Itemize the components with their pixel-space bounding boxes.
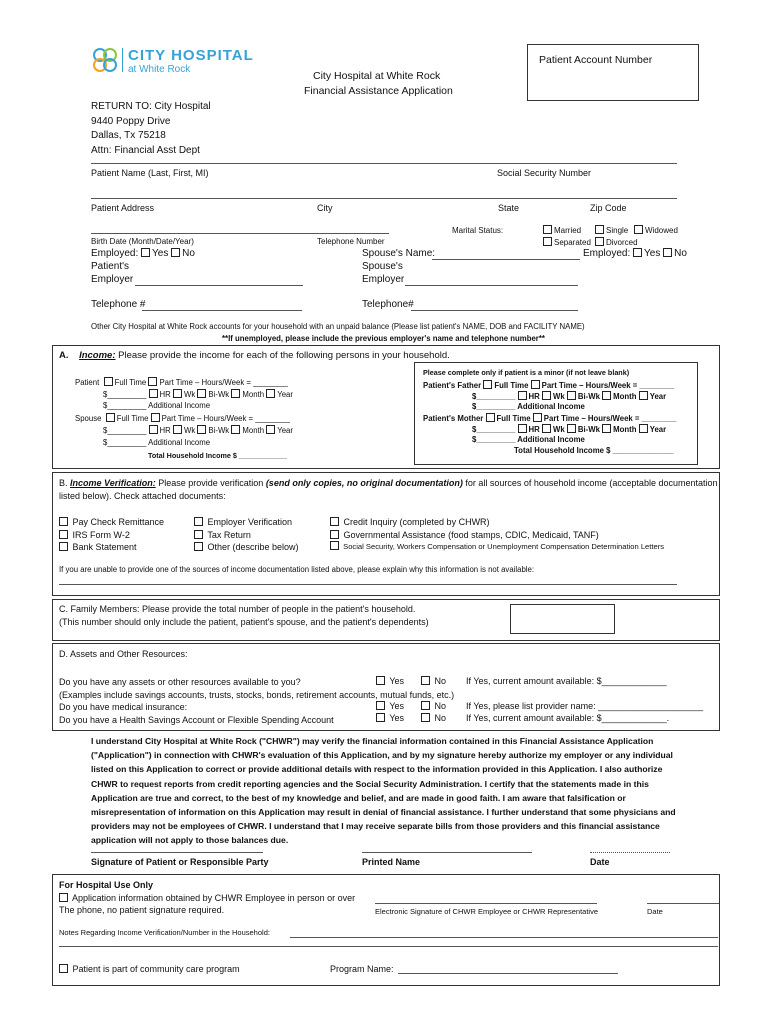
community-label: Patient is part of community care program — [72, 964, 240, 974]
return-line: 9440 Poppy Drive — [91, 115, 171, 127]
checkbox-father-parttime[interactable] — [531, 380, 540, 389]
logo-sub: at White Rock — [128, 64, 191, 75]
section-b-text2: for all sources of household income (acceptable documentation — [465, 478, 718, 488]
total-household-income-right: Total Household Income $ ______________ — [514, 446, 674, 455]
authorization-statement: I understand City Hospital at White Rock ("CHWR") may verify the financial information contained in this Financial Assistance Application ("Application") in connection with CHWR's evaluation of this Application, and by my signature hereby authorize my employer or any individual listed on this Application to correct or provide additional details with respect to the information provided in this Application. I also authorize CHWR to request reports from credit reporting agencies and the Social Security Administration. I certify that the statements made in this Application are true and correct, to the best of my knowledge and belief, and are made in good faith. I am aware that falsification or misrepresentation of information on this Application may result in denial of financial assistance. I further understand that some physicians and providers may not be employees of CHWR. I understand that I may receive separate bills from those providers and this financial assistance application will not apply to those balances due. — [91, 736, 676, 846]
hsa-question: Do you have a Health Savings Account or Flexible Spending Account — [59, 714, 334, 725]
checkbox-patient-fulltime[interactable] — [104, 377, 113, 386]
logo-name: CITY HOSPITAL — [128, 47, 254, 64]
wk-label: Wk — [183, 426, 196, 435]
additional-income-label: Additional Income — [148, 438, 211, 447]
doc-item[interactable] — [194, 516, 299, 529]
doc-item[interactable] — [59, 541, 164, 554]
biwk-label: Bi-Wk — [577, 392, 600, 401]
marital-label: Marital Status: — [452, 226, 504, 235]
form-title-line2: Financial Assistance Application — [304, 85, 453, 97]
hospital-use-title: For Hospital Use Only — [59, 880, 154, 890]
checkbox-wk[interactable] — [542, 391, 551, 400]
mother-label: Patient's Mother — [423, 414, 484, 423]
doc-label: Tax Return — [207, 529, 251, 540]
checkbox-separated[interactable] — [543, 237, 552, 246]
return-line: Dallas, Tx 75218 — [91, 130, 166, 141]
program-line[interactable] — [398, 973, 618, 974]
signature-label: Signature of Patient or Responsible Party — [91, 857, 269, 867]
checkbox-hr[interactable] — [518, 424, 527, 433]
mother-income-row — [423, 413, 676, 423]
hr-label: HR — [159, 390, 171, 399]
section-c-line1: C. Family Members: Please provide the total number of people in the patient's household. — [59, 604, 416, 614]
single-label: Single — [606, 226, 629, 235]
checkbox-other[interactable] — [194, 542, 203, 551]
dollar-blank[interactable]: $_________ — [472, 392, 516, 401]
section-d-title: D. Assets and Other Resources: — [59, 649, 188, 659]
notes-label: Notes Regarding Income Verification/Number in the Household: — [59, 928, 270, 937]
checkbox-hr[interactable] — [149, 389, 158, 398]
checkbox-biwk[interactable] — [567, 424, 576, 433]
doc-label: Pay Check Remittance — [72, 517, 165, 527]
section-b-title: Income Verification: — [70, 478, 156, 488]
parttime-label: Part Time – Hours/Week = ________ — [541, 381, 675, 390]
checkbox-year[interactable] — [639, 424, 648, 433]
hr-label: HR — [528, 425, 540, 434]
unemployed-note: **If unemployed, please include the previous employer's name and telephone number** — [222, 334, 545, 343]
checkbox-government-assistance[interactable] — [330, 530, 339, 539]
hsa-yes[interactable] — [376, 713, 404, 723]
hr-label: HR — [159, 426, 171, 435]
checkbox-biwk[interactable] — [567, 391, 576, 400]
esig-label: Electronic Signature of CHWR Employee or CHWR Representative — [375, 907, 598, 916]
year-label: Year — [277, 390, 293, 399]
insurance-no[interactable] — [421, 701, 446, 711]
doc-item[interactable] — [59, 529, 164, 542]
spouse-additional-row — [103, 438, 210, 447]
employer-line[interactable] — [135, 285, 303, 286]
telephone-line[interactable] — [142, 310, 302, 311]
zip-label: Zip Code — [590, 203, 627, 213]
return-line: Attn: Financial Asst Dept — [91, 144, 200, 156]
month-label: Month — [242, 426, 265, 435]
dollar-blank[interactable]: $_________ — [103, 390, 147, 399]
address-label: Patient Address — [91, 203, 155, 213]
return-line: RETURN TO: City Hospital — [91, 101, 211, 112]
checkbox-app-info[interactable] — [59, 893, 68, 902]
section-b-letter: B. — [59, 478, 68, 488]
spouse-income-row — [75, 413, 290, 423]
phone-note: The phone, no patient signature required. — [59, 905, 225, 915]
checkbox-divorced[interactable] — [595, 237, 604, 246]
checkbox-month[interactable] — [602, 424, 611, 433]
no-label: No — [674, 248, 687, 259]
section-a-title: Income: — [79, 350, 116, 361]
doc-col-3 — [330, 516, 664, 554]
doc-label: Social Security, Workers Compensation or Unemployment Compensation Determination Letters — [343, 542, 665, 551]
spouse-telephone-line[interactable] — [411, 310, 578, 311]
checkbox-mother-fulltime[interactable] — [486, 413, 495, 422]
checkbox-social-security[interactable] — [330, 541, 339, 550]
marital-widowed[interactable] — [634, 225, 678, 235]
checkbox-mother-parttime[interactable] — [533, 413, 542, 422]
checkbox-spouse-yes[interactable] — [633, 248, 642, 257]
checkbox-community[interactable] — [59, 964, 68, 973]
birth-label: Birth Date (Month/Date/Year) — [91, 237, 194, 246]
dollar-blank[interactable]: $_________ — [472, 402, 516, 411]
doc-label: Governmental Assistance (food stamps, CDIC, Medicaid, TANF) — [343, 529, 599, 540]
checkbox-hr[interactable] — [149, 425, 158, 434]
yes-label: Yes — [389, 701, 405, 711]
no-label: No — [182, 248, 195, 259]
checkbox-tax-return[interactable] — [194, 530, 203, 539]
logo-icon — [90, 44, 122, 76]
separated-label: Separated — [554, 238, 591, 247]
month-label: Month — [242, 390, 265, 399]
hsa-no[interactable] — [421, 713, 446, 723]
divorced-label: Divorced — [606, 238, 638, 247]
father-income-row — [423, 380, 674, 390]
parttime-label: Part Time – Hours/Week = ________ — [543, 414, 677, 423]
checkbox-month[interactable] — [231, 425, 240, 434]
date-line[interactable] — [590, 852, 670, 853]
marital-married[interactable] — [543, 225, 581, 235]
household-count-input[interactable] — [510, 604, 615, 634]
date-label: Date — [590, 857, 610, 867]
spouse-label: Spouse — [75, 414, 102, 423]
biwk-label: Bi-Wk — [577, 425, 600, 434]
widowed-label: Widowed — [645, 226, 678, 235]
asset-yes[interactable] — [376, 676, 404, 686]
checkbox-patient-parttime[interactable] — [148, 377, 157, 386]
checkbox-month[interactable] — [231, 389, 240, 398]
father-rate-row — [472, 391, 666, 401]
checkbox-year[interactable] — [266, 425, 275, 434]
asset-no[interactable] — [421, 676, 446, 686]
patient-rate-row — [103, 389, 293, 399]
employed-row — [91, 248, 195, 259]
asset-amount: If Yes, current amount available: $_____________ — [466, 676, 667, 686]
checkbox-spouse-no[interactable] — [663, 248, 672, 257]
spouse-employed-row — [583, 248, 687, 259]
checkbox-pay-check[interactable] — [59, 517, 68, 526]
spouses-label: Spouse's — [362, 261, 403, 272]
checkbox-father-fulltime[interactable] — [483, 380, 492, 389]
fulltime-label: Full Time — [114, 378, 147, 387]
mother-rate-row — [472, 424, 666, 434]
address-line[interactable] — [91, 198, 677, 199]
ssn-label: Social Security Number — [497, 168, 592, 178]
section-a-text: Please provide the income for each of the following persons in your household. — [118, 350, 450, 361]
doc-label: Bank Statement — [72, 542, 137, 552]
community-row[interactable] — [59, 964, 240, 974]
checkbox-irs-w2[interactable] — [59, 530, 68, 539]
patients-label: Patient's — [91, 261, 130, 272]
wk-label: Wk — [552, 392, 565, 401]
mother-additional-row — [472, 435, 585, 444]
checkbox-hsa-yes[interactable] — [376, 713, 385, 722]
asset-examples: (Examples include savings accounts, trusts, stocks, bonds, retirement accounts, mutual funds, etc.) — [59, 689, 455, 700]
spouse-name-label: Spouse's Name: — [362, 248, 436, 259]
app-info-label: Application information obtained by CHWR Employee in person or over — [72, 893, 356, 903]
doc-label: Credit Inquiry (completed by CHWR) — [343, 517, 490, 527]
esig-date-label: Date — [647, 907, 663, 916]
checkbox-employer-verification[interactable] — [194, 517, 203, 526]
program-label: Program Name: — [330, 964, 394, 974]
year-label: Year — [649, 425, 667, 434]
biwk-label: Bi-Wk — [208, 390, 230, 399]
checkbox-insurance-yes[interactable] — [376, 701, 385, 710]
doc-label: Employer Verification — [207, 517, 293, 527]
employed-label: Employed: — [91, 248, 139, 259]
app-info-row[interactable] — [59, 893, 355, 903]
city-label: City — [317, 203, 333, 213]
section-b-text3: listed below). Check attached documents: — [59, 491, 226, 501]
patient-additional-row — [103, 401, 210, 410]
minor-note: Please complete only if patient is a minor (if not leave blank) — [423, 368, 630, 377]
checkbox-spouse-fulltime[interactable] — [106, 413, 115, 422]
insurance-question: Do you have medical insurance: — [59, 702, 188, 712]
year-label: Year — [649, 392, 667, 401]
doc-item[interactable] — [330, 516, 664, 529]
total-household-income: Total Household Income $ ____________ — [148, 451, 287, 460]
hr-label: HR — [528, 392, 540, 401]
checkbox-employed-no[interactable] — [171, 248, 180, 257]
employer-label: Employer — [91, 274, 134, 285]
spouse-telephone-label: Telephone# — [362, 299, 414, 310]
year-label: Year — [277, 426, 293, 435]
month-label: Month — [613, 392, 637, 401]
checkbox-employed-yes[interactable] — [141, 248, 150, 257]
checkbox-asset-no[interactable] — [421, 676, 430, 685]
marital-divorced[interactable] — [595, 237, 638, 247]
return-address — [91, 100, 211, 158]
account-number-box[interactable] — [527, 44, 699, 101]
checkbox-year[interactable] — [266, 389, 275, 398]
married-label: Married — [554, 226, 582, 235]
fulltime-label: Full Time — [496, 414, 531, 423]
spouse-employer-label: Employer — [362, 274, 405, 285]
checkbox-biwk[interactable] — [197, 425, 206, 434]
birth-phone-line[interactable] — [91, 233, 389, 234]
yes-label: Yes — [389, 713, 405, 723]
father-label: Patient's Father — [423, 381, 482, 390]
spouse-rate-row — [103, 425, 293, 435]
additional-income-label: Additional Income — [517, 435, 585, 444]
name-line[interactable] — [91, 163, 677, 164]
section-b-header — [59, 478, 718, 488]
section-b-emph: (send only copies, no original documentation) — [265, 478, 463, 488]
dollar-blank[interactable]: $_________ — [472, 425, 516, 434]
other-accounts-text: Other City Hospital at White Rock accounts for your household with an unpaid balance (Please list patient's NAME, DOB and FACILITY NAME) — [91, 322, 585, 331]
notes-line-2[interactable] — [59, 946, 718, 947]
checkbox-widowed[interactable] — [634, 225, 643, 234]
patient-label: Patient — [75, 378, 100, 387]
spouse-employed-label: Employed: — [583, 248, 631, 259]
explanation-line[interactable] — [59, 584, 677, 585]
checkbox-wk[interactable] — [173, 425, 182, 434]
checkbox-hsa-no[interactable] — [421, 713, 430, 722]
checkbox-asset-yes[interactable] — [376, 676, 385, 685]
notes-line-1[interactable] — [290, 937, 718, 938]
doc-label: IRS Form W-2 — [72, 529, 130, 540]
spouse-employer-line[interactable] — [405, 285, 578, 286]
checkbox-credit-inquiry[interactable] — [330, 517, 339, 526]
checkbox-month[interactable] — [602, 391, 611, 400]
doc-col-2 — [194, 516, 299, 554]
esig-date-line[interactable] — [647, 903, 719, 904]
patient-name-label: Patient Name (Last, First, MI) — [91, 168, 209, 178]
no-label: No — [434, 713, 447, 723]
section-a-header — [59, 350, 450, 361]
month-label: Month — [613, 425, 637, 434]
doc-item[interactable] — [194, 541, 299, 554]
checkbox-wk[interactable] — [173, 389, 182, 398]
asset-question: Do you have any assets or other resources available to you? — [59, 677, 301, 687]
hsa-amount: If Yes, current amount available: $_____________. — [466, 713, 670, 723]
printed-name-line[interactable] — [362, 852, 532, 853]
no-label: No — [434, 676, 447, 686]
section-a-letter: A. — [59, 350, 69, 361]
yes-label: Yes — [389, 676, 405, 686]
additional-income-label: Additional Income — [517, 402, 585, 411]
checkbox-married[interactable] — [543, 225, 552, 234]
father-additional-row — [472, 402, 585, 411]
doc-item[interactable] — [330, 541, 664, 554]
parttime-label: Part Time – Hours/Week = ________ — [161, 414, 290, 423]
checkbox-wk[interactable] — [542, 424, 551, 433]
no-label: No — [434, 701, 447, 711]
esig-line[interactable] — [375, 903, 597, 904]
spouse-name-line[interactable] — [432, 259, 580, 260]
signature-line[interactable] — [91, 852, 263, 853]
section-c-line2: (This number should only include the patient, patient's spouse, and the patient's dependents) — [59, 617, 429, 627]
patient-income-row — [75, 377, 288, 387]
checkbox-spouse-parttime[interactable] — [151, 413, 160, 422]
dollar-blank[interactable]: $_________ — [103, 438, 147, 447]
insurance-yes[interactable] — [376, 701, 404, 711]
checkbox-year[interactable] — [639, 391, 648, 400]
marital-single[interactable] — [595, 225, 628, 235]
state-label: State — [498, 203, 520, 213]
form-title-line1: City Hospital at White Rock — [313, 70, 441, 82]
biwk-label: Bi-Wk — [208, 426, 230, 435]
printed-name-label: Printed Name — [362, 857, 421, 867]
dollar-blank[interactable]: $_________ — [103, 401, 147, 410]
doc-col-1 — [59, 516, 164, 554]
phone-label: Telephone Number — [317, 237, 385, 246]
checkbox-bank-statement[interactable] — [59, 542, 68, 551]
parttime-label: Part Time – Hours/Week = ________ — [159, 378, 288, 387]
telephone-label: Telephone # — [91, 299, 146, 310]
wk-label: Wk — [552, 425, 565, 434]
checkbox-insurance-no[interactable] — [421, 701, 430, 710]
doc-label: Other (describe below) — [207, 542, 299, 552]
additional-income-label: Additional Income — [148, 401, 211, 410]
marital-separated[interactable] — [543, 237, 591, 247]
insurance-provider: If Yes, please list provider name: _____________________ — [466, 701, 704, 711]
yes-label: Yes — [644, 248, 661, 259]
account-number-label: Patient Account Number — [539, 54, 653, 66]
checkbox-single[interactable] — [595, 225, 604, 234]
yes-label: Yes — [152, 248, 169, 259]
doc-item[interactable] — [330, 529, 664, 542]
checkbox-hr[interactable] — [518, 391, 527, 400]
section-b-text1: Please provide verification — [158, 478, 264, 488]
unable-explanation: If you are unable to provide one of the sources of income documentation listed above, please explain why this information is not available: — [59, 565, 535, 574]
doc-item[interactable] — [194, 529, 299, 542]
checkbox-biwk[interactable] — [197, 389, 206, 398]
fulltime-label: Full Time — [494, 381, 529, 390]
fulltime-label: Full Time — [116, 414, 149, 423]
doc-item[interactable] — [59, 516, 164, 529]
dollar-blank[interactable]: $_________ — [472, 435, 516, 444]
dollar-blank[interactable]: $_________ — [103, 426, 147, 435]
wk-label: Wk — [183, 390, 196, 399]
